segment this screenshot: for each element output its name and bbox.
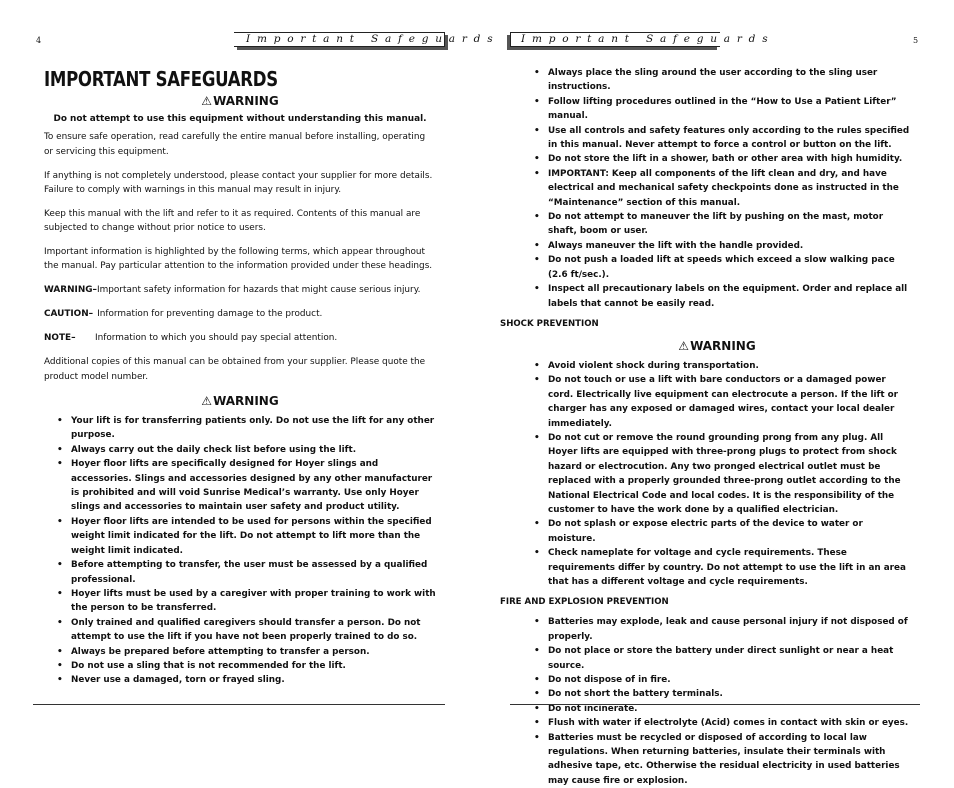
list-item: • Batteries may explode, leak and cause personal injury if not disposed of properly. — [521, 615, 913, 644]
list-item: • Do not splash or expose electric parts of the device to water or moisture. — [521, 517, 913, 546]
left-page — [0, 0, 500, 738]
list-item: • Do not push a loaded lift at speeds which exceed a slow walking pace (2.6 ft/sec.). — [521, 253, 913, 282]
warning-triangle-icon: ⚠ — [678, 338, 690, 353]
additional-copies: Additional copies of this manual can be obtained from your supplier. Please quote the product model number. — [44, 357, 426, 382]
paragraph: If anything is not completely understood, please contact your supplier for more details. Failure to comply with warnings in this manual may result in injury. — [44, 170, 433, 196]
warning-triangle-icon: ⚠ — [201, 394, 213, 409]
running-header: Important Safeguards — [510, 32, 720, 47]
warning-list — [44, 414, 436, 688]
page-number: 4 — [36, 36, 42, 45]
list-item: • Follow lifting procedures outlined in the “How to Use a Patient Lifter” manual. — [521, 95, 913, 124]
list-item: • Batteries must be recycled or disposed of according to local law regulations. When returning batteries, insulate their terminals with adhesive tape, etc. Otherwise the residual electricity in used batteries may cause fire or explosion. — [521, 731, 913, 788]
bottom-rule — [33, 704, 445, 705]
list-item: • Inspect all precautionary labels on the equipment. Order and replace all labels that cannot be easily read. — [521, 282, 913, 311]
list-item: • Do not cut or remove the round grounding prong from any plug. All Hoyer lifts are equipped with three-prong plugs to protect from shock hazard or electrocution. Any two pronged electrical outlet must be replaced with a properly grounded three-prong outlet according to the National Electrical Code and local codes. It is the responsibility of the customer to have the work done by a qualified electrician. — [521, 431, 913, 517]
warning-note: Do not attempt to use this equipment without understanding this manual. — [53, 114, 427, 124]
warning-heading: ⚠WARNING — [201, 94, 279, 108]
list-item: • Check nameplate for voltage and cycle requirements. These requirements differ by country. Do not attempt to use the lift in an area that has a different voltage and cycle requirements. — [521, 546, 913, 589]
page-title: IMPORTANT SAFEGUARDS — [44, 67, 278, 91]
shock-list — [521, 359, 913, 590]
paragraph: Keep this manual with the lift and refer to it as required. Contents of this manual are subjected to change without prior notice to users. — [44, 208, 421, 234]
list-item: • Do not attempt to maneuver the lift by pushing on the mast, motor shaft, boom or user. — [521, 210, 913, 239]
list-item: • Hoyer floor lifts are intended to be used for persons within the specified weight limit indicated for the lift. Do not attempt to lift more than the weight limit indicated. — [44, 515, 436, 558]
list-item: • Do not dispose of in fire. — [521, 673, 913, 687]
list-item: • Only trained and qualified caregivers should transfer a person. Do not attempt to use the lift if you have not been properly trained to do so. — [44, 616, 436, 645]
warning-heading: ⚠WARNING — [678, 338, 756, 353]
section-heading-shock: SHOCK PREVENTION — [500, 318, 599, 329]
list-item: • Avoid violent shock during transportation. — [521, 359, 913, 373]
running-header: Important Safeguards — [234, 32, 445, 47]
definition-caution: CAUTION– Information for preventing damage to the product. — [44, 309, 323, 320]
list-item: • Hoyer lifts must be used by a caregiver with proper training to work with the person to be transferred. — [44, 587, 436, 616]
list-item: • Always maneuver the lift with the handle provided. — [521, 239, 913, 253]
list-item: • Always be prepared before attempting to transfer a person. — [44, 645, 436, 659]
list-item: • Always carry out the daily check list before using the lift. — [44, 443, 436, 457]
list-item: • Your lift is for transferring patients only. Do not use the lift for any other purpose. — [44, 414, 436, 443]
list-item: • Do not store the lift in a shower, bath or other area with high humidity. — [521, 152, 913, 166]
paragraph: To ensure safe operation, read carefully the entire manual before installing, operating or servicing this equipment. — [44, 132, 426, 157]
fire-list — [521, 615, 913, 788]
list-item: • IMPORTANT: Keep all components of the lift clean and dry, and have electrical and mechanical safety checkpoints done as instructed in the “Maintenance” section of this manual. — [521, 167, 913, 210]
bottom-rule — [510, 704, 920, 705]
list-item: • Do not short the battery terminals. — [521, 687, 913, 701]
section-heading-fire: FIRE AND EXPLOSION PREVENTION — [500, 597, 669, 608]
list-item: • Do not place or store the battery under direct sunlight or near a heat source. — [521, 644, 913, 673]
list-item: • Never use a damaged, torn or frayed sling. — [44, 673, 436, 687]
paragraph: Important information is highlighted by the following terms, which appear throughout the manual. Pay particular attention to the information provided under these headings. — [44, 247, 433, 272]
left-content — [44, 64, 436, 688]
page-number: 5 — [913, 36, 919, 45]
list-item: • Use all controls and safety features only according to the rules specified in this manual. Never attempt to force a control or button on the lift. — [521, 124, 913, 153]
list-item: • Do not touch or use a lift with bare conductors or a damaged power cord. Electrically live equipment can electrocute a person. If the lift or charger has any exposed or damaged wires, contact your local dealer immediately. — [521, 373, 913, 431]
list-item: • Hoyer floor lifts are specifically designed for Hoyer slings and accessories. Slings and accessories designed by any other manufacturer is prohibited and will void Sunrise Medical’s warranty. Use only Hoyer slings and accessories to maintain user safety and product utility. — [44, 457, 436, 515]
list-item: • Before attempting to transfer, the user must be assessed by a qualified professional. — [44, 558, 436, 587]
safeguard-list — [521, 66, 913, 311]
warning-triangle-icon: ⚠ — [201, 94, 213, 108]
definition-note: NOTE– Information to which you should pay special attention. — [44, 333, 338, 344]
definition-warning: WARNING– Important safety information for hazards that might cause serious injury. — [44, 285, 421, 296]
right-content — [500, 66, 913, 788]
list-item: • Do not incinerate. — [521, 702, 913, 716]
warning-heading: ⚠WARNING — [201, 394, 279, 409]
right-page — [477, 0, 954, 786]
list-item: • Always place the sling around the user according to the sling user instructions. — [521, 66, 913, 95]
list-item: • Flush with water if electrolyte (Acid) comes in contact with skin or eyes. — [521, 716, 913, 730]
list-item: • Do not use a sling that is not recommended for the lift. — [44, 659, 436, 673]
